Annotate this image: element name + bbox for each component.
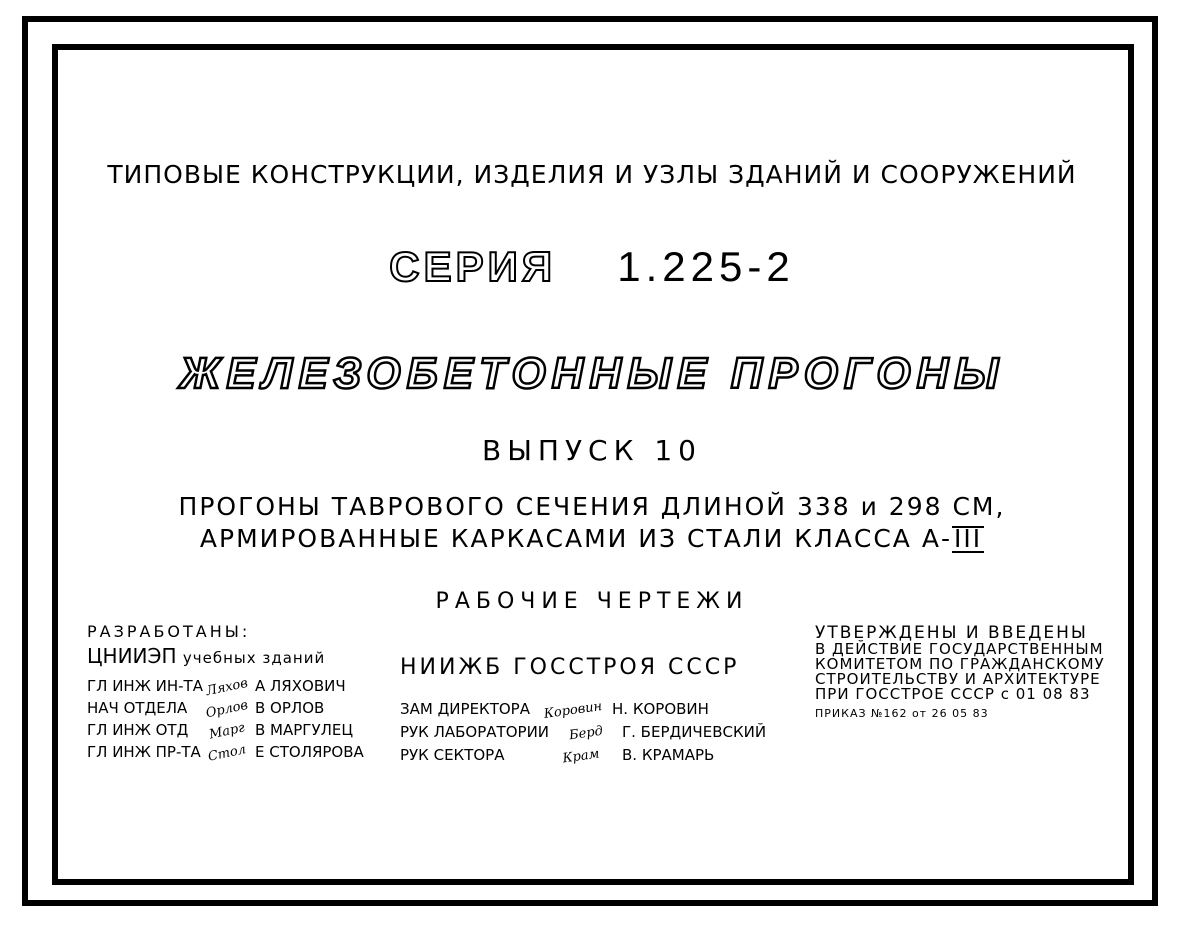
description-line-2-text: АРМИРОВАННЫЕ КАРКАСАМИ ИЗ СТАЛИ КЛАССА А- [199, 524, 952, 553]
header-line: ТИПОВЫЕ КОНСТРУКЦИИ, ИЗДЕЛИЯ И УЗЛЫ ЗДАНИЙ И СООРУЖЕНИЙ [107, 160, 1077, 189]
signature: Берд [568, 723, 604, 744]
signature: Марг [207, 720, 247, 743]
approval-line-2: В ДЕЙСТВИЕ ГОСУДАРСТВЕННЫМ [815, 640, 1104, 658]
institute-role: РУК ЛАБОРАТОРИИ [400, 723, 550, 741]
developer-role: ГЛ ИНЖ ПР-ТА [87, 743, 201, 761]
institute-role: РУК СЕКТОРА [400, 746, 505, 764]
signature: Орлов [204, 697, 250, 722]
steel-class: III [953, 524, 983, 553]
developer-name: В ОРЛОВ [255, 699, 325, 717]
approval-block [815, 625, 1105, 719]
approval-line-1: УТВЕРЖДЕНЫ И ВВЕДЕНЫ [815, 623, 1088, 643]
developer-row [87, 675, 346, 700]
signature: Ляхов [204, 675, 250, 700]
developers-block [87, 622, 364, 765]
developer-org-main: ЦНИИЭП [87, 644, 177, 668]
developer-org-sub: учебных зданий [182, 649, 326, 667]
approval-line-5: ПРИ ГОССТРОЕ СССР с 01 08 83 [815, 685, 1091, 703]
series-title [0, 243, 1184, 290]
institute-person: Н. КОРОВИН [612, 700, 709, 718]
description-line-2 [0, 526, 1184, 553]
developer-org [87, 646, 325, 666]
institute-row [400, 746, 715, 767]
institute-person: Г. БЕРДИЧЕВСКИЙ [622, 723, 767, 741]
institute-row [400, 723, 767, 744]
developer-name: В МАРГУЛЕЦ [255, 721, 353, 739]
approval-order: ПРИКАЗ №162 от 26 05 83 [815, 707, 989, 720]
description-line-1: ПРОГОНЫ ТАВРОВОГО СЕЧЕНИЯ ДЛИНОЙ 338 и 298 СМ, [178, 492, 1006, 521]
institute-block [400, 655, 767, 767]
developers-label: РАЗРАБОТАНЫ: [87, 622, 251, 641]
developer-row [87, 742, 364, 765]
institute-person: В. КРАМАРЬ [622, 746, 715, 764]
approval-line-3: КОМИТЕТОМ ПО ГРАЖДАНСКОМУ [815, 655, 1105, 673]
developer-name: Е СТОЛЯРОВА [255, 743, 364, 761]
signature: Стол [206, 742, 248, 765]
institute-row [400, 699, 709, 723]
signature: Крам [561, 746, 601, 767]
issue-number: ВЫПУСК 10 [482, 434, 702, 467]
series-word: СЕРИЯ [389, 243, 557, 290]
signature: Коровин [542, 699, 604, 723]
institute-name: НИИЖБ ГОССТРОЯ СССР [400, 655, 740, 680]
developer-row [87, 720, 353, 743]
developer-role: ГЛ ИНЖ ИН-ТА [87, 677, 203, 695]
developer-role: НАЧ ОТДЕЛА [87, 699, 188, 717]
institute-role: ЗАМ ДИРЕКТОРА [400, 700, 530, 718]
document-type: РАБОЧИЕ ЧЕРТЕЖИ [435, 589, 749, 614]
developer-role: ГЛ ИНЖ ОТД [87, 721, 189, 739]
approval-line-4: СТРОИТЕЛЬСТВУ И АРХИТЕКТУРЕ [815, 670, 1101, 688]
developer-name: А ЛЯХОВИЧ [255, 677, 346, 695]
series-number: 1.225-2 [617, 243, 795, 290]
developer-row [87, 697, 325, 722]
main-title: ЖЕЛЕЗОБЕТОННЫЕ ПРОГОНЫ [179, 349, 1005, 398]
